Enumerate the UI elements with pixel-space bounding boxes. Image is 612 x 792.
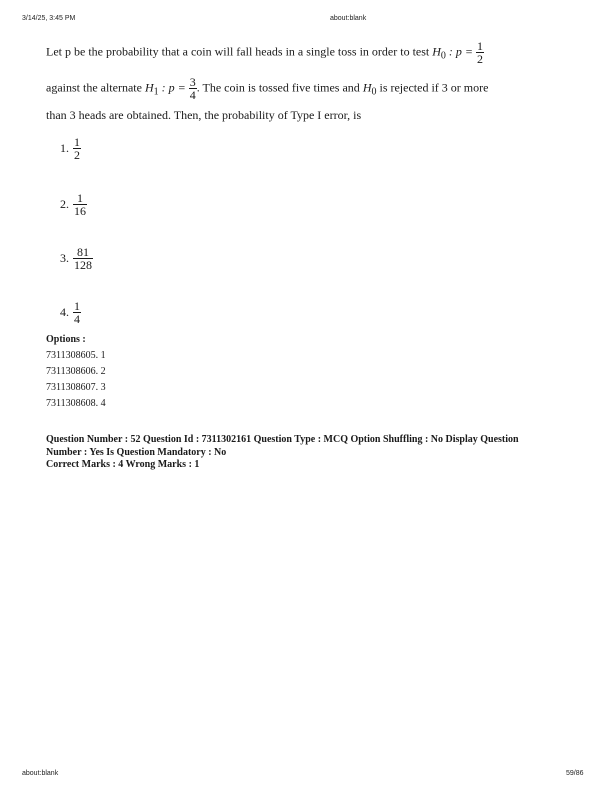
option-id-item: 7311308606. 2: [46, 366, 106, 377]
next-question-info: [46, 434, 576, 472]
null-hypothesis-symbol: H: [432, 44, 441, 59]
fraction-numerator: 1: [74, 299, 80, 313]
question-line-3: than 3 heads are obtained. Then, the probability of Type I error, is: [46, 108, 362, 122]
answer-option-4: [60, 300, 81, 325]
option-fraction: [73, 300, 81, 325]
answer-option-1: [60, 136, 81, 161]
fraction-denominator: 128: [74, 258, 92, 272]
footer-url: about:blank: [22, 770, 59, 777]
option-fraction: [73, 192, 87, 217]
option-index: 4.: [60, 305, 69, 319]
null-hypothesis-subscript: 0: [371, 86, 377, 98]
fraction-denominator: 2: [477, 52, 484, 66]
question-line-2: [46, 76, 488, 101]
option-index: 3.: [60, 251, 69, 265]
fraction-denominator: 2: [74, 148, 80, 162]
option-fraction: [73, 136, 81, 161]
fraction-numerator: 1: [73, 192, 87, 205]
fraction-denominator: 4: [189, 88, 196, 102]
null-hypothesis-equation: : p =: [445, 44, 477, 59]
answer-option-3: [60, 246, 93, 271]
question-text-part: against the alternate: [46, 80, 145, 95]
footer-page-number: 59/86: [566, 770, 584, 777]
option-id-item: 7311308608. 4: [46, 398, 106, 409]
option-index: 1.: [60, 141, 69, 155]
header-datetime: 3/14/25, 3:45 PM: [22, 15, 76, 22]
alt-hypothesis-equation: : p =: [158, 80, 189, 95]
null-hypothesis-subscript: 0: [440, 50, 446, 62]
option-id-item: 7311308607. 3: [46, 382, 106, 393]
question-line-1: [46, 40, 484, 65]
question-info-line: Number : Yes Is Question Mandatory : No: [46, 446, 227, 458]
marks-info-line: Correct Marks : 4 Wrong Marks : 1: [46, 459, 200, 470]
option-id-item: 7311308605. 1: [46, 350, 106, 361]
question-text-part: Let p be the probability that a coin will fall heads in a single toss in order to test: [46, 44, 433, 59]
fraction-denominator: 4: [74, 312, 80, 326]
fraction-denominator: 16: [74, 204, 86, 218]
header-page-title: about:blank: [330, 15, 367, 22]
question-text-part: is rejected if 3 or more: [376, 80, 489, 95]
question-info-line: Question Number : 52 Question Id : 7311302161 Question Type : MCQ Option Shuffling : No Display Question: [46, 434, 519, 445]
answer-option-2: [60, 192, 87, 217]
fraction-numerator: 1: [477, 39, 484, 53]
option-fraction: [73, 246, 93, 271]
alt-hypothesis-symbol: H: [144, 80, 154, 95]
null-hypothesis-fraction: [476, 40, 484, 65]
alt-hypothesis-subscript: 1: [153, 86, 159, 98]
fraction-numerator: 3: [189, 75, 196, 89]
fraction-numerator: 1: [74, 135, 80, 149]
options-list: [46, 334, 106, 414]
fraction-numerator: 81: [73, 246, 93, 259]
alt-hypothesis-fraction: [189, 76, 197, 101]
options-heading: Options :: [46, 334, 86, 345]
option-index: 2.: [60, 197, 69, 211]
question-text-part: . The coin is tossed five times and: [196, 80, 363, 95]
null-hypothesis-symbol: H: [362, 80, 372, 95]
